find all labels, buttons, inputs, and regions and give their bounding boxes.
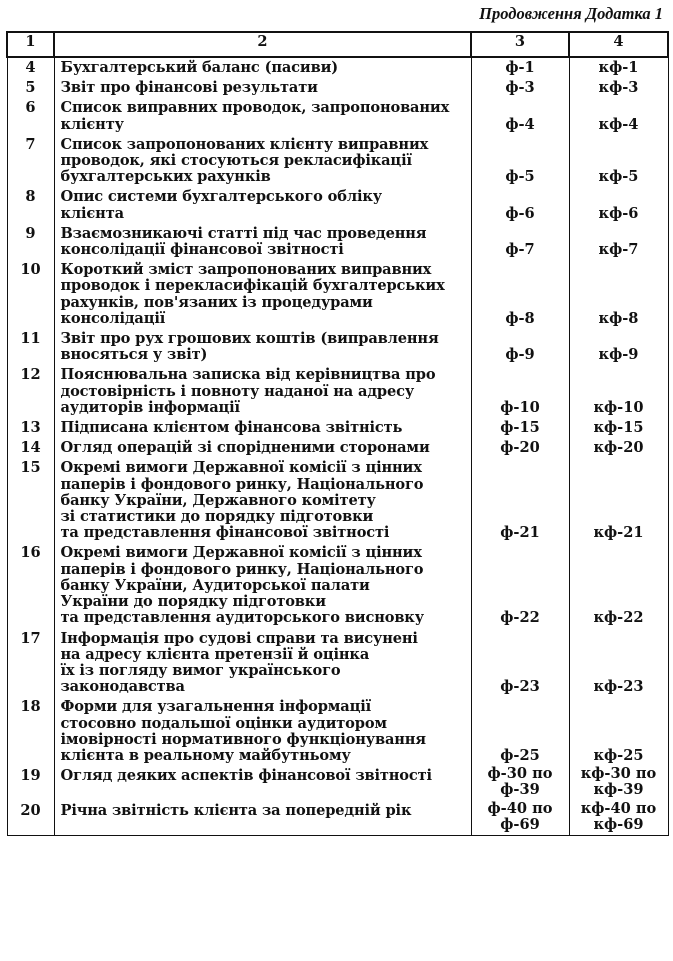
table-row bbox=[7, 329, 668, 365]
working-paper-code: кф-1 bbox=[569, 57, 668, 78]
row-number: 7 bbox=[7, 135, 54, 188]
form-code: ф-7 bbox=[471, 224, 569, 260]
working-paper-code: кф-30 по кф-39 bbox=[569, 766, 668, 800]
table-row bbox=[7, 98, 668, 134]
row-description: Список запропонованих клієнту виправних проводок, які стосуються рекласифікації бухгалтерських рахунків bbox=[54, 135, 471, 188]
working-paper-code: кф-5 bbox=[569, 135, 668, 188]
working-paper-code: кф-25 bbox=[569, 697, 668, 766]
row-number: 8 bbox=[7, 187, 54, 223]
row-description: Взаємозникаючі статті під час проведення консолідації фінансової звітності bbox=[54, 224, 471, 260]
table-row bbox=[7, 224, 668, 260]
form-code: ф-20 bbox=[471, 438, 569, 458]
row-number: 13 bbox=[7, 418, 54, 438]
table-row bbox=[7, 365, 668, 418]
row-description: Звіт про рух грошових коштів (виправлення вносяться у звіт) bbox=[54, 329, 471, 365]
form-code: ф-10 bbox=[471, 365, 569, 418]
table-row bbox=[7, 766, 668, 800]
form-code: ф-22 bbox=[471, 543, 569, 628]
working-paper-code: кф-3 bbox=[569, 78, 668, 98]
header-row bbox=[7, 32, 668, 57]
row-description: Список виправних проводок, запропонованих клієнту bbox=[54, 98, 471, 134]
forms-table bbox=[6, 31, 669, 836]
row-number: 6 bbox=[7, 98, 54, 134]
form-code: ф-40 по ф-69 bbox=[471, 801, 569, 836]
row-number: 16 bbox=[7, 543, 54, 628]
page-caption: Продовження Додатка 1 bbox=[479, 4, 663, 23]
table-row bbox=[7, 78, 668, 98]
working-paper-code: кф-40 по кф-69 bbox=[569, 801, 668, 836]
table-row bbox=[7, 57, 668, 78]
row-description: Підписана клієнтом фінансова звітність bbox=[54, 418, 471, 438]
working-paper-code: кф-4 bbox=[569, 98, 668, 134]
form-code: ф-4 bbox=[471, 98, 569, 134]
form-code: ф-6 bbox=[471, 187, 569, 223]
row-description: Інформація про судові справи та висунені на адресу клієнта претензії й оцінка їх із погляду вимог українського законодавства bbox=[54, 629, 471, 698]
row-number: 20 bbox=[7, 801, 54, 836]
row-number: 14 bbox=[7, 438, 54, 458]
row-number: 9 bbox=[7, 224, 54, 260]
table-row bbox=[7, 187, 668, 223]
row-description: Звіт про фінансові результати bbox=[54, 78, 471, 98]
form-code: ф-5 bbox=[471, 135, 569, 188]
table-row bbox=[7, 438, 668, 458]
row-number: 10 bbox=[7, 260, 54, 329]
working-paper-code: кф-10 bbox=[569, 365, 668, 418]
row-description: Річна звітність клієнта за попередній рік bbox=[54, 801, 471, 836]
row-number: 19 bbox=[7, 766, 54, 800]
working-paper-code: кф-21 bbox=[569, 458, 668, 543]
table-row bbox=[7, 458, 668, 543]
form-code: ф-25 bbox=[471, 697, 569, 766]
table-row bbox=[7, 418, 668, 438]
table-row bbox=[7, 629, 668, 698]
row-description: Короткий зміст запропонованих виправних проводок і перекласифікацій бухгалтерських рахунків, пов'язаних із процедурами консолідації bbox=[54, 260, 471, 329]
working-paper-code: кф-23 bbox=[569, 629, 668, 698]
row-number: 15 bbox=[7, 458, 54, 543]
working-paper-code: кф-8 bbox=[569, 260, 668, 329]
row-number: 17 bbox=[7, 629, 54, 698]
row-description: Форми для узагальнення інформації стосовно подальшої оцінки аудитором імовірності нормативного функціонування клієнта в реальному майбутньому bbox=[54, 697, 471, 766]
row-description: Окремі вимоги Державної комісії з цінних паперів і фондового ринку, Національного банку України, Державного комітету зі статистики до порядку підготовки та представлення фінансової звітності bbox=[54, 458, 471, 543]
working-paper-code: кф-22 bbox=[569, 543, 668, 628]
row-number: 12 bbox=[7, 365, 54, 418]
row-number: 5 bbox=[7, 78, 54, 98]
header-col-1: 1 bbox=[7, 32, 54, 57]
row-description: Бухгалтерський баланс (пасиви) bbox=[54, 57, 471, 78]
table-row bbox=[7, 543, 668, 628]
row-number: 11 bbox=[7, 329, 54, 365]
row-description: Огляд деяких аспектів фінансової звітності bbox=[54, 766, 471, 800]
row-number: 4 bbox=[7, 57, 54, 78]
table-row bbox=[7, 260, 668, 329]
form-code: ф-21 bbox=[471, 458, 569, 543]
table-row bbox=[7, 697, 668, 766]
header-col-2: 2 bbox=[54, 32, 471, 57]
row-number: 18 bbox=[7, 697, 54, 766]
form-code: ф-23 bbox=[471, 629, 569, 698]
form-code: ф-15 bbox=[471, 418, 569, 438]
row-description: Огляд операцій зі спорідненими сторонами bbox=[54, 438, 471, 458]
table-row bbox=[7, 801, 668, 836]
working-paper-code: кф-20 bbox=[569, 438, 668, 458]
working-paper-code: кф-7 bbox=[569, 224, 668, 260]
row-description: Окремі вимоги Державної комісії з цінних паперів і фондового ринку, Національного банку України, Аудиторської палати України до порядку підготовки та представлення аудиторського висновку bbox=[54, 543, 471, 628]
header-col-3: 3 bbox=[471, 32, 569, 57]
form-code: ф-9 bbox=[471, 329, 569, 365]
row-description: Опис системи бухгалтерського обліку клієнта bbox=[54, 187, 471, 223]
form-code: ф-1 bbox=[471, 57, 569, 78]
working-paper-code: кф-9 bbox=[569, 329, 668, 365]
working-paper-code: кф-15 bbox=[569, 418, 668, 438]
form-code: ф-30 по ф-39 bbox=[471, 766, 569, 800]
form-code: ф-3 bbox=[471, 78, 569, 98]
row-description: Пояснювальна записка від керівництва про достовірність і повноту наданої на адресу аудиторів інформації bbox=[54, 365, 471, 418]
working-paper-code: кф-6 bbox=[569, 187, 668, 223]
table-row bbox=[7, 135, 668, 188]
header-col-4: 4 bbox=[569, 32, 668, 57]
form-code: ф-8 bbox=[471, 260, 569, 329]
